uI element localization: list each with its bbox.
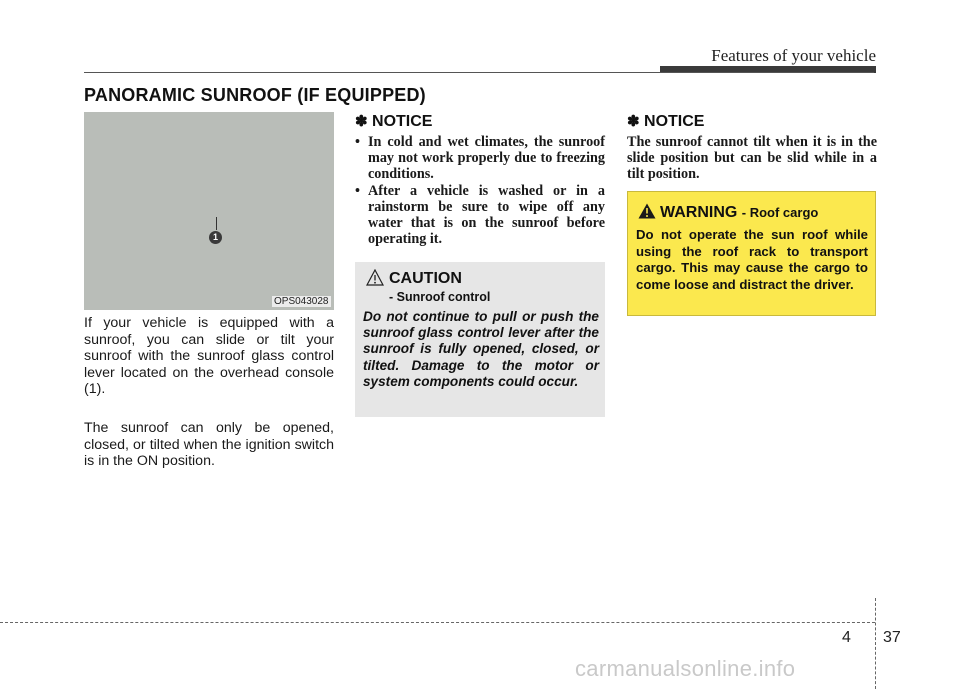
paragraph-sunroof-lever: If your vehicle is equipped with a sunroof, you can slide or tilt your sunroof with the sunroof glass control lever located on the overhead console (1). (84, 315, 334, 397)
footer-divider (875, 598, 876, 689)
notice-title: NOTICE (644, 113, 705, 130)
warning-text: Do not operate the sun roof while using the roof rack to transport cargo. This may cause the cargo to come loose and distract the driver. (636, 227, 868, 292)
notice-bullet-list (355, 134, 605, 247)
notice-title: NOTICE (372, 113, 433, 130)
footer-rule (0, 622, 875, 623)
caution-title: CAUTION (389, 270, 462, 287)
chapter-number: 4 (842, 629, 851, 646)
caution-triangle-icon (366, 269, 384, 286)
page-number: 37 (883, 629, 901, 646)
notice-heading (627, 112, 704, 131)
warning-triangle-icon (638, 203, 656, 219)
callout-marker: 1 (209, 231, 222, 244)
bullet-text: In cold and wet climates, the sunroof may not work properly due to freezing conditions. (368, 134, 605, 183)
star-icon: ✽ (355, 113, 368, 130)
caution-subtitle: - Sunroof control (389, 290, 491, 304)
sunroof-photo (84, 112, 334, 310)
watermark: carmanualsonline.info (575, 656, 796, 681)
callout-line (216, 217, 217, 230)
section-title: PANORAMIC SUNROOF (IF EQUIPPED) (84, 85, 426, 105)
header-title: Features of your vehicle (711, 46, 876, 65)
warning-subtitle: - Roof cargo (741, 205, 819, 220)
figure-code: OPS043028 (274, 296, 329, 307)
warning-label: WARNING (660, 204, 738, 221)
header-rule (84, 72, 874, 73)
warning-title (660, 204, 818, 222)
caution-text: Do not continue to pull or push the sunroof glass control lever after the sunroof is fully opened, closed, or tilted. Damage to the motor or system components could occur. (363, 309, 599, 389)
notice-heading (355, 112, 432, 131)
list-item: • After a vehicle is washed or in a rainstorm be sure to wipe off any water that is on the sunroof before operating it. (355, 182, 605, 248)
list-item: • In cold and wet climates, the sunroof may not work properly due to freezing conditions. (355, 134, 605, 183)
star-icon: ✽ (627, 113, 640, 130)
paragraph-ignition: The sunroof can only be opened, closed, or tilted when the ignition switch is in the ON position. (84, 420, 334, 469)
notice-text: The sunroof cannot tilt when it is in the slide position but can be slid while in a tilt position. (627, 134, 877, 183)
bullet-text: After a vehicle is washed or in a rainstorm be sure to wipe off any water that is on the sunroof before operating it. (368, 182, 605, 248)
